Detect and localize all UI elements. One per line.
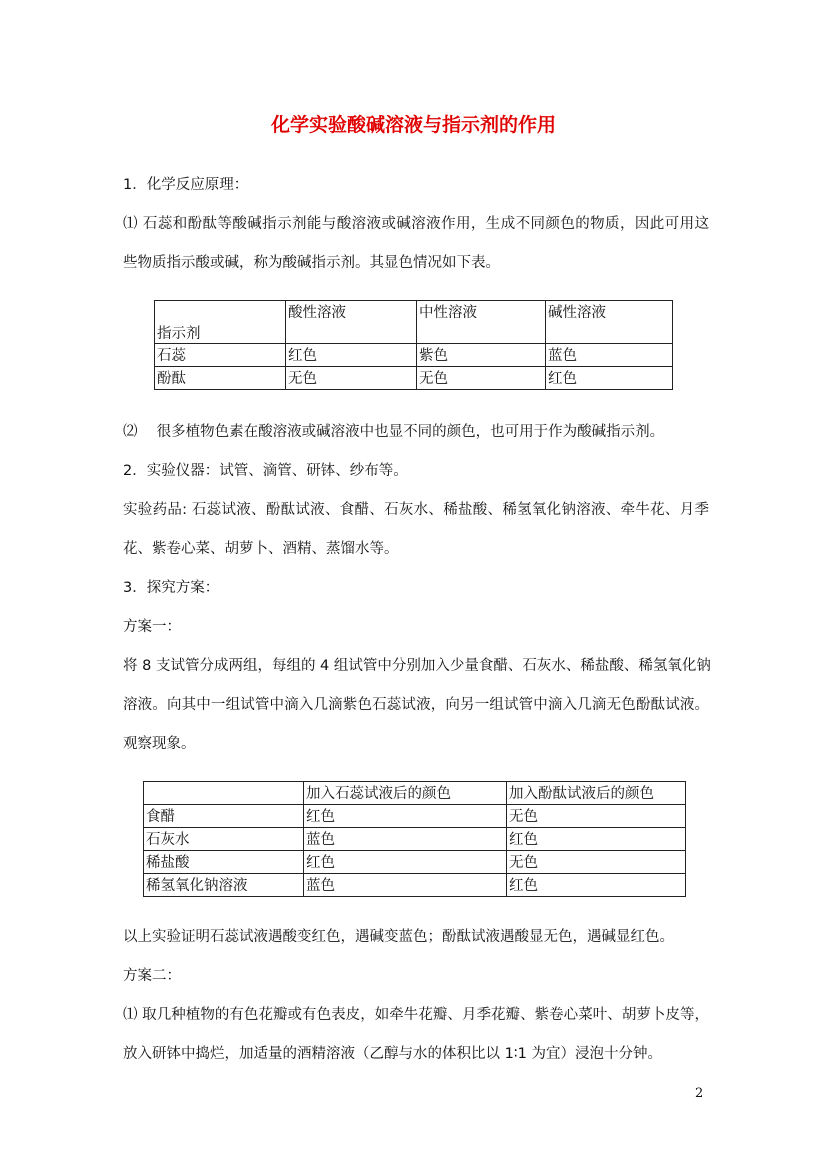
paragraph-line: 放入研钵中捣烂，加适量的酒精溶液（乙醇与水的体积比以 1∶1 为宜）浸泡十分钟。 xyxy=(123,1046,662,1062)
table-cell: 红色 xyxy=(304,805,507,828)
paragraph-line: 溶液。向其中一组试管中滴入几滴紫色石蕊试液，向另一组试管中滴入几滴无色酚酞试液。 xyxy=(123,697,709,713)
indicator-color-table xyxy=(154,300,673,390)
paragraph-line: 花、紫卷心菜、胡萝卜、酒精、蒸馏水等。 xyxy=(123,541,399,557)
table-cell: 石灰水 xyxy=(144,828,304,851)
document-title: 化学实验酸碱溶液与指示剂的作用 xyxy=(270,114,556,136)
table-cell: 无色 xyxy=(286,367,417,390)
paragraph-line: 实验药品: 石蕊试液、酚酞试液、食醋、石灰水、稀盐酸、稀氢氧化钠溶液、牵牛花、月季 xyxy=(123,502,709,518)
table-cell: 加入酚酞试液后的颜色 xyxy=(507,782,686,805)
paragraph-line: ⑴ 取几种植物的有色花瓣或有色表皮，如牵牛花瓣、月季花瓣、紫卷心菜叶、胡萝卜皮等， xyxy=(123,1007,709,1023)
table-row xyxy=(144,805,686,828)
table-cell: 蓝色 xyxy=(304,828,507,851)
table-cell: 红色 xyxy=(507,874,686,897)
table-cell: 食醋 xyxy=(144,805,304,828)
table-cell: 蓝色 xyxy=(546,344,673,367)
table-cell: 碱性溶液 xyxy=(546,301,673,344)
table-cell: 加入石蕊试液后的颜色 xyxy=(304,782,507,805)
table-cell: 紫色 xyxy=(417,344,546,367)
table-row xyxy=(144,874,686,897)
paragraph-line: ⑵ 很多植物色素在酸溶液或碱溶液中也显不同的颜色，也可用于作为酸碱指示剂。 xyxy=(123,424,665,440)
table-header-row xyxy=(155,301,673,344)
table-row xyxy=(144,828,686,851)
table-row xyxy=(144,851,686,874)
plan-two-heading: 方案二： xyxy=(123,968,181,984)
table-cell: 无色 xyxy=(507,851,686,874)
table-cell: 中性溶液 xyxy=(417,301,546,344)
table-cell xyxy=(144,782,304,805)
table-cell: 石蕊 xyxy=(155,344,286,367)
table-row xyxy=(155,367,673,390)
plan-one-heading: 方案一： xyxy=(123,619,181,635)
table-cell: 指示剂 xyxy=(155,301,286,344)
table-cell: 酸性溶液 xyxy=(286,301,417,344)
paragraph-line: 观察现象。 xyxy=(123,736,196,752)
paragraph-line: 将 8 支试管分成两组，每组的 4 组试管中分别加入少量食醋、石灰水、稀盐酸、稀氢氧化钠 xyxy=(123,658,711,674)
table-row xyxy=(155,344,673,367)
section-1-heading: 1．化学反应原理： xyxy=(123,177,249,193)
table-cell: 红色 xyxy=(507,828,686,851)
table-cell: 稀氢氧化钠溶液 xyxy=(144,874,304,897)
paragraph-line: ⑴ 石蕊和酚酞等酸碱指示剂能与酸溶液或碱溶液作用，生成不同颜色的物质，因此可用这 xyxy=(123,216,709,232)
table-header-row xyxy=(144,782,686,805)
paragraph-line: 些物质指示酸或碱，称为酸碱指示剂。其显色情况如下表。 xyxy=(123,255,500,271)
section-3-heading: 3．探究方案： xyxy=(123,580,220,596)
page-number: 2 xyxy=(695,1086,704,1101)
table-cell: 无色 xyxy=(417,367,546,390)
section-2-heading: 2．实验仪器：试管、滴管、研钵、纱布等。 xyxy=(123,463,408,479)
table-cell: 蓝色 xyxy=(304,874,507,897)
table-cell: 稀盐酸 xyxy=(144,851,304,874)
table-cell: 红色 xyxy=(546,367,673,390)
table-cell: 无色 xyxy=(507,805,686,828)
experiment-result-table xyxy=(143,781,686,897)
table-cell: 红色 xyxy=(286,344,417,367)
table-cell: 酚酞 xyxy=(155,367,286,390)
conclusion-line: 以上实验证明石蕊试液遇酸变红色，遇碱变蓝色；酚酞试液遇酸显无色，遇碱显红色。 xyxy=(123,929,674,945)
table-cell: 红色 xyxy=(304,851,507,874)
